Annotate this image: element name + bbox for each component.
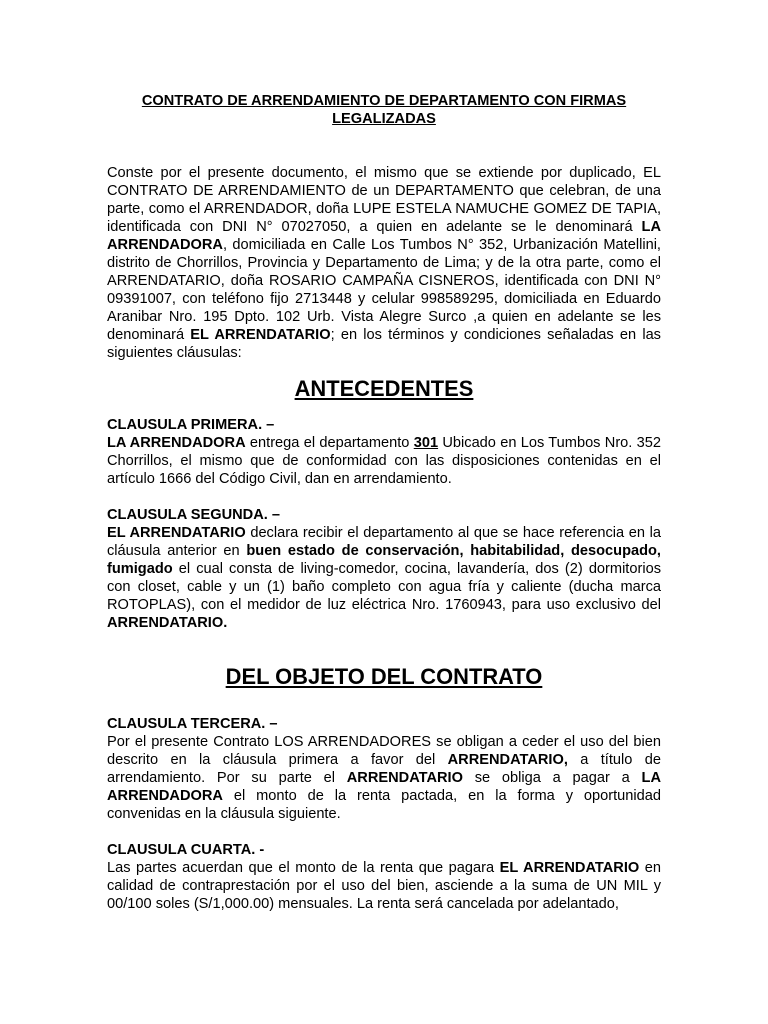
- intro-bold-arrendatario: EL ARRENDATARIO: [190, 327, 331, 343]
- document-page: [107, 92, 661, 913]
- clause-3-text-4: el monto de la renta pactada, en la forma y oportunidad convenidas en la cláusula siguiente.: [107, 788, 661, 822]
- clause-3-text-2: a título de arrendamiento. Por su parte el: [107, 752, 661, 786]
- clause-3-bold-1: ARRENDATARIO,: [447, 752, 568, 768]
- intro-bold-arrendadora: LA ARRENDADORA: [107, 219, 661, 253]
- clause-1-text-2: Ubicado en Los Tumbos Nro. 352 Chorrillos, el mismo que de conformidad con las disposiciones contenidas en el artículo 1666 del Código Civil, dan en arrendamiento.: [107, 435, 661, 487]
- clause-2-text-1: declara recibir el departamento al que se hace referencia en la cláusula anterior en: [107, 525, 661, 559]
- intro-text-2: , domiciliada en Calle Los Tumbos N° 352, Urbanización Matellini, distrito de Chorrillos, Provincia y Departamento de Lima; y de la otra parte, como el ARRENDATARIO, doña ROSARIO CAMPAÑA CISNEROS, identificada con DNI N° 09391007, con teléfono fijo 2713448 y celular 998589295, domiciliada en Eduardo Aranibar Nro. 195 Dpto. 102 Urb. Vista Alegre Surco ,a quien en adelante se les denominará: [107, 237, 661, 343]
- clause-2-title: CLAUSULA SEGUNDA. –: [107, 507, 280, 523]
- clause-3-bold-3: LA ARRENDADORA: [107, 770, 661, 804]
- clause-4-body: [107, 859, 661, 913]
- clause-2-text-2: el cual consta de living-comedor, cocina, lavandería, dos (2) dormitorios con closet, cable y un (1) baño completo con agua fría y caliente (ducha marca ROTOPLAS), con el medidor de luz eléctrica Nro. 1760943, para uso exclusivo del: [107, 561, 661, 613]
- clause-3-text-3: se obliga a pagar a: [462, 770, 642, 786]
- document-title: CONTRATO DE ARRENDAMIENTO DE DEPARTAMENTO CON FIRMAS LEGALIZADAS: [141, 93, 627, 127]
- clause-4-bold-1: EL ARRENDATARIO: [499, 860, 640, 876]
- intro-text-3: ; en los términos y condiciones señaladas en las siguientes cláusulas:: [107, 327, 661, 361]
- clause-1-bold-1: LA ARRENDADORA: [107, 435, 246, 451]
- section-heading-objeto: DEL OBJETO DEL CONTRATO: [225, 664, 543, 689]
- clause-1-title: CLAUSULA PRIMERA. –: [107, 417, 275, 433]
- clause-3-body: [107, 733, 661, 823]
- clause-2-bold-3: ARRENDATARIO.: [107, 615, 228, 631]
- clause-4-title: CLAUSULA CUARTA. -: [107, 842, 265, 858]
- intro-paragraph: [107, 164, 661, 362]
- clause-4-text-2: en calidad de contraprestación por el uso del bien, asciende a la suma de UN MIL y 00/100 soles (S/1,000.00) mensuales. La renta será cancelada por adelantado,: [107, 860, 661, 912]
- clause-2-bold-1: EL ARRENDATARIO: [107, 525, 246, 541]
- clause-2-bold-2: buen estado de conservación, habitabilidad, desocupado, fumigado: [107, 543, 661, 577]
- clause-3-title: CLAUSULA TERCERA. –: [107, 716, 278, 732]
- clause-4-text-1: Las partes acuerdan que el monto de la renta que pagara: [107, 860, 500, 876]
- clause-2-body: [107, 524, 661, 632]
- clause-3-text-1: Por el presente Contrato LOS ARRENDADORES se obligan a ceder el uso del bien descrito en la cláusula primera a favor del: [107, 734, 661, 768]
- clause-1-text-1: entrega el departamento: [245, 435, 414, 451]
- clause-1-apartment-number: 301: [413, 435, 439, 451]
- clause-1-body: [107, 434, 661, 488]
- clause-3-bold-2: ARRENDATARIO: [346, 770, 463, 786]
- intro-text-1: Conste por el presente documento, el mismo que se extiende por duplicado, EL CONTRATO DE ARRENDAMIENTO de un DEPARTAMENTO que celebran, de una parte, como el ARRENDADOR, doña LUPE ESTELA NAMUCHE GOMEZ DE TAPIA, identificada con DNI N° 07027050, a quien en adelante se le denominará: [107, 165, 661, 235]
- section-heading-antecedentes: ANTECEDENTES: [294, 376, 474, 401]
